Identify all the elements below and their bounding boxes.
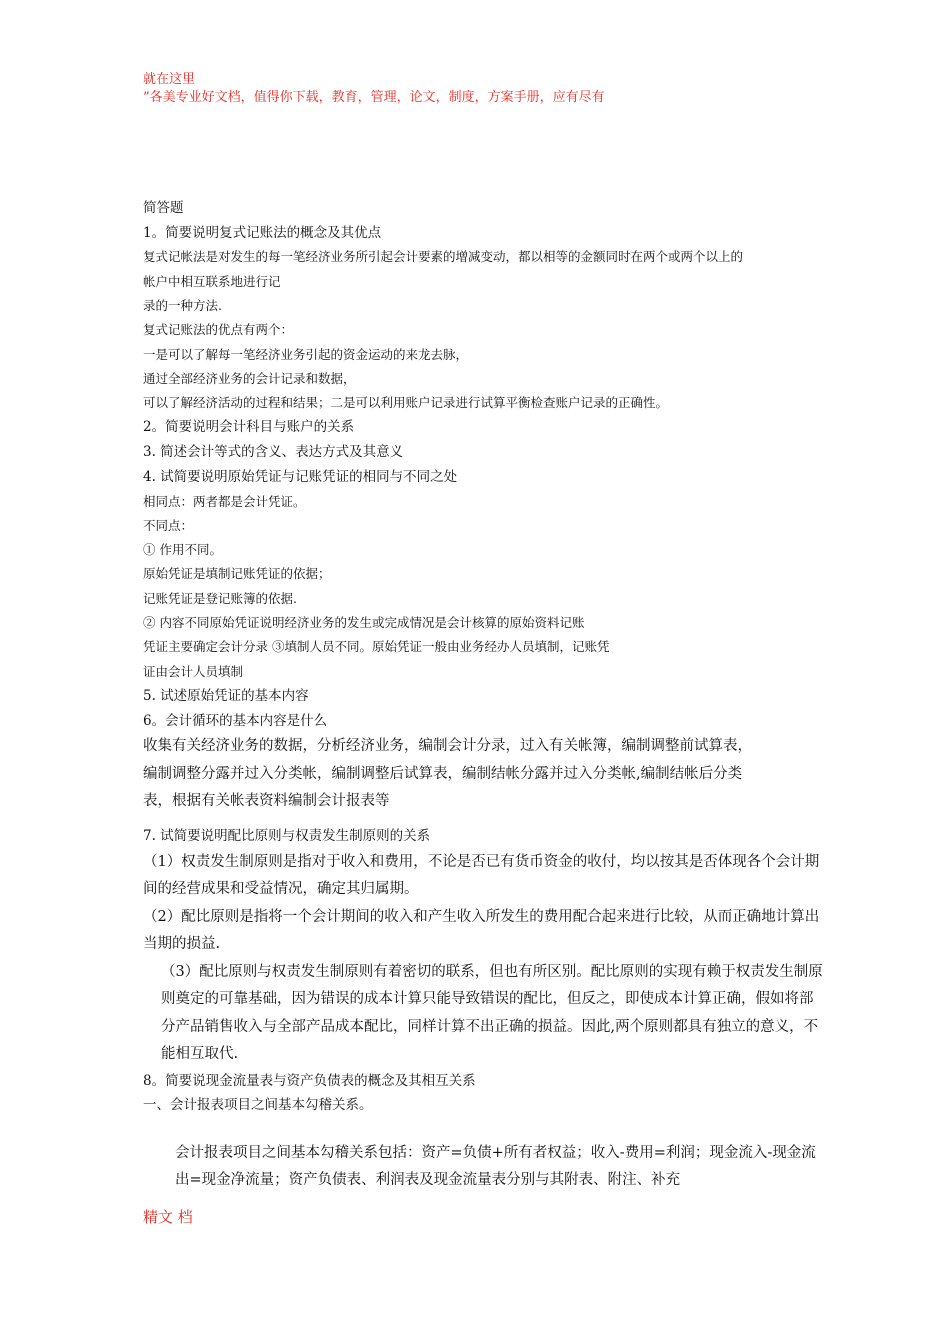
q8-subheading: 一、会计报表项目之间基本勾稽关系。 bbox=[143, 1097, 373, 1114]
q7-heading: 7. 试简要说明配比原则与权责发生制原则的关系 bbox=[143, 827, 431, 844]
q1-line: 通过全部经济业务的会计记录和数据， bbox=[143, 370, 356, 386]
q1-line: 复式记账法的优点有两个： bbox=[143, 322, 294, 338]
q4-line: 凭证主要确定会计分录 ③填制人员不同。原始凭证一般由业务经办人员填制，记账凭 bbox=[143, 639, 610, 655]
q6-line: 收集有关经济业务的数据，分析经济业务，编制会计分录，过入有关帐簿，编制调整前试算表， bbox=[143, 738, 752, 755]
footer-text: 精文 档 bbox=[143, 1208, 193, 1226]
q7-paragraph-2: （2）配比原则是指将一个会计期间的收入和产生收入所发生的费用配合起来进行比较，从而正确地计算出当期的损益. bbox=[143, 908, 820, 953]
q4-line: 证由会计人员填制 bbox=[143, 663, 244, 679]
q8-heading: 8。简要说现金流量表与资产负债表的概念及其相互关系 bbox=[143, 1072, 476, 1089]
header-line-1: 就在这里 bbox=[143, 72, 196, 87]
q6-heading: 6。会计循环的基本内容是什么 bbox=[143, 712, 328, 729]
q4-line: 记账凭证是登记账簿的依据. bbox=[143, 590, 297, 606]
q1-heading: 1。简要说明复式记账法的概念及其优点 bbox=[143, 224, 382, 241]
q1-line: 录的一种方法. bbox=[143, 298, 222, 313]
q6-line: 编制调整分露并过入分类帐，编制调整后试算表，编制结帐分露并过入分类帐,编制结帐后分类 bbox=[143, 765, 743, 782]
q4-line: 相同点：两者都是会计凭证。 bbox=[143, 493, 306, 509]
q1-line: 帐户中相互联系地进行记 bbox=[143, 273, 281, 289]
q1-line: 一是可以了解每一笔经济业务引起的资金运动的来龙去脉， bbox=[143, 346, 469, 362]
q1-line: 可以了解经济活动的过程和结果；二是可以利用账户记录进行试算平衡检查账户记录的正确性。 bbox=[143, 395, 669, 411]
q4-line: ① 作用不同。 bbox=[143, 542, 222, 558]
q4-heading: 4. 试简要说明原始凭证与记账凭证的相同与不同之处 bbox=[143, 468, 458, 485]
q4-line: ② 内容不同原始凭证说明经济业务的发生或完成情况是会计核算的原始资料记账 bbox=[143, 615, 585, 631]
document-body bbox=[143, 196, 823, 1195]
q8-paragraph-1: 会计报表项目之间基本勾稽关系包括：资产=负债+所有者权益；收入-费用=利润；现金流入-现金流出=现金净流量；资产负债表、利润表及现金流量表分别与其附表、附注、补充 bbox=[175, 1144, 816, 1189]
q4-line: 不同点： bbox=[143, 517, 194, 533]
section-title: 简答题 bbox=[143, 200, 184, 216]
q7-paragraph-3: （3）配比原则与权责发生制原则有着密切的联系，但也有所区别。配比原则的实现有赖于权责发生制原则奠定的可靠基础，因为错误的成本计算只能导致错误的配比，但反之，即使成本计算正确，假如将部分产品销售收入与全部产品成本配比，同样计算不出正确的损益。因此,两个原则都具有独立的意义，不能相互取代. bbox=[161, 963, 823, 1063]
q6-line: 表，根据有关帐表资料编制会计报表等 bbox=[143, 793, 390, 810]
q1-line: 复式记帐法是对发生的每一笔经济业务所引起会计要素的增减变动，都以相等的金额同时在两个或两个以上的 bbox=[143, 249, 744, 265]
q7-paragraph-1: （1）权责发生制原则是指对于收入和费用，不论是否已有货币资金的收付，均以按其是否体现各个会计期间的经营成果和受益情况，确定其归属期。 bbox=[143, 853, 820, 898]
q5-heading: 5. 试述原始凭证的基本内容 bbox=[143, 687, 309, 704]
q4-line: 原始凭证是填制记账凭证的依据； bbox=[143, 566, 331, 582]
q3-heading: 3. 简述会计等式的含义、表达方式及其意义 bbox=[143, 444, 404, 461]
q2-heading: 2。简要说明会计科目与账户的关系 bbox=[143, 419, 355, 436]
header-line-2: ”各美专业好文档，值得你下载，教育，管理，论文，制度，方案手册，应有尽有 bbox=[143, 90, 605, 105]
